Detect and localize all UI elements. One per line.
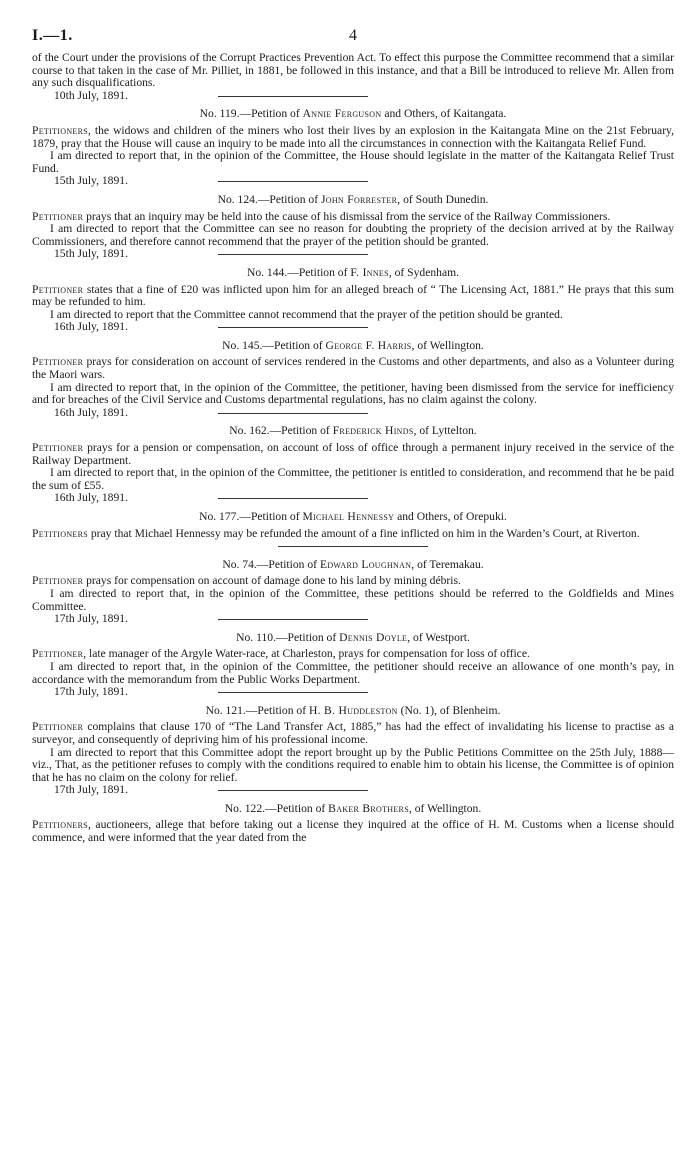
petition-title: [32, 267, 674, 280]
petition-location: and Others, of Orepuki.: [394, 510, 507, 523]
petition-number: No. 119.—Petition of: [199, 107, 303, 121]
petitioner-name: Edward Loughnan: [319, 557, 412, 571]
paper-reference: I.—1.: [32, 27, 73, 44]
date-row: [32, 321, 674, 334]
petition-body-text: states that a fine of £20 was inflicted upon him for an alleged breach of “ The Licensing Act, 1881.” He prays that this sum may be refunded to him.: [32, 282, 674, 309]
petition-number: No. 74.—Petition of: [222, 557, 320, 571]
report-date: 17th July, 1891.: [54, 685, 128, 699]
petition-body-text: prays for consideration on account of services rendered in the Customs and other departments, and also as a Volunteer during the Maori wars.: [32, 355, 674, 382]
date-row: [32, 492, 674, 505]
petition-location: , of Wellington.: [408, 801, 482, 815]
petition-body-text: , auctioneers, allege that before taking out a license they inquired at the office of H. M. Customs when a license should commence, and were informed that the year dated from the: [32, 818, 674, 845]
petition-prayer: [32, 819, 674, 844]
section-divider: [218, 96, 368, 97]
section-divider: [218, 327, 368, 328]
petition-title: [32, 803, 674, 816]
petitioner-name: George F. Harris: [325, 338, 412, 352]
section-divider: [218, 498, 368, 499]
committee-report: I am directed to report that, in the opinion of the Committee, these petitions should be referred to the Goldfields and Mines Committee.: [32, 586, 674, 613]
petition-location: (No. 1), of Blenheim.: [397, 703, 501, 717]
petition-location: and Others, of Kaitangata.: [381, 107, 507, 121]
date-row: [32, 175, 674, 188]
report-date: 17th July, 1891.: [54, 612, 128, 626]
intro-date-row: [32, 90, 674, 103]
petitioner-label: Petitioners: [32, 818, 88, 832]
petition-body-text: prays for compensation on account of damage done to his land by mining débris.: [83, 574, 461, 588]
petition-prayer: [32, 356, 674, 381]
petitioner-label: Petitioners: [32, 526, 88, 540]
petition-title: [32, 559, 674, 572]
petition-title: [32, 425, 674, 438]
petition-location: , of Sydenham.: [388, 265, 460, 279]
petitioner-name: Frederick Hinds: [332, 424, 414, 438]
committee-report: I am directed to report that, in the opinion of the Committee, the petitioner, having been dismissed from the service for inefficiency and for breaches of the Civil Service and Customs departmental regulations, has no claim against the colony.: [32, 380, 674, 407]
petitioner-name: Annie Ferguson: [302, 107, 382, 121]
petition-entry: [32, 267, 674, 334]
date-row: [32, 613, 674, 626]
committee-report: I am directed to report that, in the opinion of the Committee, the petitioner is entitled to consideration, and recommend that he be paid the sum of £55.: [32, 466, 674, 492]
divider-row: [32, 540, 674, 553]
petition-body-text: prays for a pension or compensation, on account of loss of office through a permanent injury received in the service of the Railway Department.: [32, 441, 674, 467]
petition-body-text: , late manager of the Argyle Water-race, at Charleston, prays for compensation for loss of office.: [83, 647, 530, 661]
petitioner-name: F. Innes: [350, 265, 389, 279]
petitioner-name: Michael Hennessy: [302, 510, 395, 523]
committee-report: I am directed to report that the Committee can see no reason for doubting the propriety of the decision arrived at by the Railway Commissioners, and therefore cannot recommend that the prayer of the petition should be granted.: [32, 222, 674, 248]
committee-report: I am directed to report that the Committee cannot recommend that the prayer of the petition should be granted.: [50, 307, 563, 321]
petition-title: [32, 340, 674, 353]
petition-prayer: [32, 284, 674, 309]
petition-location: , of Westport.: [407, 630, 470, 644]
date-row: [32, 686, 674, 699]
date-row: [32, 407, 674, 420]
petitioner-label: Petitioner: [32, 574, 84, 588]
page-number: 4: [349, 27, 357, 44]
petitioner-name: John Forrester: [320, 192, 398, 206]
section-divider: [218, 790, 368, 791]
report-date: 10th July, 1891.: [54, 88, 128, 102]
petition-title: [32, 705, 674, 718]
petition-prayer: [32, 442, 674, 467]
section-divider: [218, 181, 368, 182]
petitioner-name: Baker Brothers: [328, 801, 409, 815]
section-divider: [278, 546, 428, 547]
petition-body-text: , the widows and children of the miners who lost their lives by an explosion in the Kaitangata Mine on the 21st February, 1879, pray that the House will cause an inquiry to be made into all the circumstances in connection with the Kaitangata Relief Fund.: [32, 123, 674, 150]
petitioner-name: Dennis Doyle: [339, 630, 408, 644]
petition-title: [32, 194, 674, 207]
petition-number: No. 177.—Petition of: [199, 510, 303, 523]
petitions-list: [32, 108, 674, 844]
petitioner-label: Petitioner: [32, 355, 84, 369]
petition-entry: [32, 803, 674, 845]
petition-body-text: pray that Michael Hennessy may be refunded the amount of a fine inflicted on him in the Warden’s Court, at Riverton.: [87, 526, 640, 540]
petition-number: No. 124.—Petition of: [217, 192, 321, 206]
petition-number: No. 144.—Petition of: [246, 265, 351, 279]
report-date: 16th July, 1891.: [54, 405, 128, 419]
intro-paragraph: of the Court under the provisions of the Corrupt Practices Prevention Act. To effect this purpose the Committee recommend that a similar course to that taken in the case of Mr. Pilliet, in 1881, be followed in this instance, and that a Bill be introduced to relieve Mr. Allen from any such disqualifications.: [32, 51, 674, 90]
report-date: 16th July, 1891.: [54, 491, 128, 505]
report-date: 16th July, 1891.: [54, 320, 128, 334]
date-row: [32, 784, 674, 797]
petition-title: [32, 108, 674, 121]
committee-report: I am directed to report that, in the opinion of the Committee, the petitioner should receive an allowance of one month’s pay, in accordance with the memorandum from the Public Works Department.: [32, 659, 674, 686]
petition-body-text: prays that an inquiry may be held into the cause of his dismissal from the service of the Railway Commissioners.: [83, 209, 611, 223]
petition-number: No. 145.—Petition of: [222, 338, 326, 352]
petition-number: No. 162.—Petition of: [229, 424, 333, 438]
petition-entry: [32, 511, 674, 553]
petition-location: , of Lyttelton.: [413, 424, 477, 438]
petitioner-label: Petitioner: [32, 209, 84, 223]
petition-body-text: complains that clause 170 of “The Land Transfer Act, 1885,” has had the effect of invalidating his license to practise as a surveyor, and consequently of depriving him of his professional income.: [32, 720, 674, 746]
petition-number: No. 121.—Petition of: [205, 703, 309, 717]
petitioner-label: Petitioner: [32, 647, 84, 661]
petition-title: [32, 511, 674, 524]
petition-location: , of Teremakau.: [411, 557, 484, 571]
petitioner-label: Petitioner: [32, 720, 84, 734]
page-header: [32, 27, 674, 52]
petition-entry: [32, 194, 674, 261]
date-row: [32, 248, 674, 261]
petition-location: , of Wellington.: [411, 338, 484, 352]
petitioner-label: Petitioners: [32, 123, 88, 137]
report-date: 17th July, 1891.: [54, 783, 128, 797]
report-date: 15th July, 1891.: [54, 247, 128, 261]
section-divider: [218, 254, 368, 255]
petition-prayer: [32, 528, 674, 541]
section-divider: [218, 413, 368, 414]
petition-number: No. 110.—Petition of: [236, 630, 340, 644]
petition-entry: [32, 108, 674, 188]
committee-report: I am directed to report that this Committee adopt the report brought up by the Public Petitions Committee on the 25th July, 1888—viz., That, as the petitioner refuses to comply with the conditions required to enable him to obtain his license, the Committee is of opinion that he has no claim on the colony for relief.: [32, 745, 674, 784]
petitioner-label: Petitioner: [32, 441, 84, 455]
section-divider: [218, 619, 368, 620]
petitioner-label: Petitioner: [32, 282, 84, 296]
petition-entry: [32, 632, 674, 699]
petitioner-name: H. B. Huddleston: [308, 703, 398, 717]
petition-entry: [32, 559, 674, 626]
section-divider: [218, 692, 368, 693]
petition-prayer: [32, 125, 674, 150]
petition-number: No. 122.—Petition of: [224, 801, 329, 815]
intro-section: [32, 52, 674, 102]
petition-location: , of South Dunedin.: [397, 192, 489, 206]
petition-title: [32, 632, 674, 645]
petition-prayer: [32, 721, 674, 746]
petition-entry: [32, 340, 674, 420]
committee-report: I am directed to report that, in the opinion of the Committee, the House should legislate in the matter of the Kaitangata Relief Trust Fund.: [32, 149, 674, 175]
petition-entry: [32, 705, 674, 797]
report-date: 15th July, 1891.: [54, 174, 128, 188]
petition-entry: [32, 425, 674, 505]
